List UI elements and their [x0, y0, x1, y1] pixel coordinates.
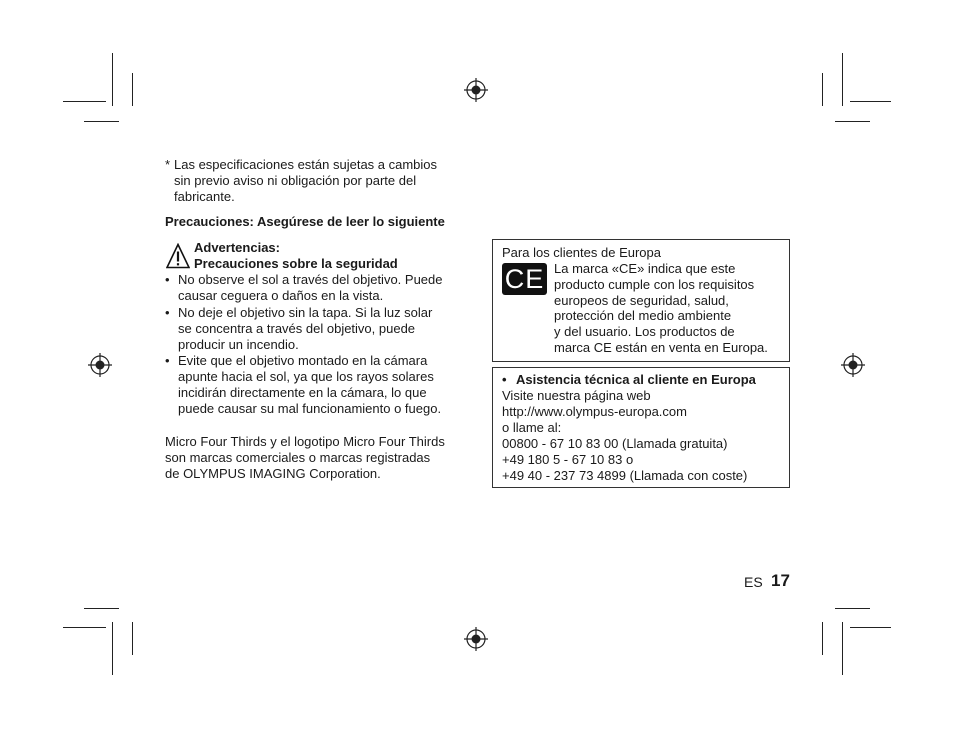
support-phone: +49 40 - 237 73 4899 (Llamada con coste)	[502, 468, 748, 483]
europe-box-line: europeos de seguridad, salud,	[554, 293, 729, 308]
language-code: ES	[744, 574, 763, 590]
crop-mark	[822, 622, 823, 655]
europe-box-line: La marca «CE» indica que este	[554, 261, 736, 276]
europe-box-line: protección del medio ambiente	[554, 308, 732, 323]
crop-mark	[63, 101, 106, 102]
europe-box-line: producto cumple con los requisitos	[554, 277, 755, 292]
crop-mark	[84, 608, 119, 609]
warning-triangle-icon	[166, 243, 190, 269]
europe-info-box	[492, 239, 790, 362]
registration-mark-icon	[88, 353, 112, 377]
trademark-line: de OLYMPUS IMAGING Corporation.	[165, 466, 381, 481]
trademark-line: son marcas comerciales o marcas registradas	[165, 450, 431, 465]
warning-line: producir un incendio.	[178, 337, 299, 352]
support-line: o llame al:	[502, 420, 562, 435]
warning-line: No deje el objetivo sin la tapa. Si la luz solar	[178, 305, 433, 320]
warning-line: causar ceguera o daños en la vista.	[178, 288, 384, 303]
support-heading: Asistencia técnica al cliente en Europa	[516, 372, 756, 387]
crop-mark	[842, 622, 843, 675]
support-phone: 00800 - 67 10 83 00 (Llamada gratuita)	[502, 436, 728, 451]
crop-mark	[112, 53, 113, 106]
europe-box-title: Para los clientes de Europa	[502, 245, 661, 260]
support-url: http://www.olympus-europa.com	[502, 404, 687, 419]
trademark-line: Micro Four Thirds y el logotipo Micro Four Thirds	[165, 434, 445, 449]
crop-mark	[63, 627, 106, 628]
ce-mark-text: CE	[504, 264, 545, 294]
bullet: •	[165, 305, 170, 320]
bullet: •	[165, 353, 170, 368]
crop-mark	[822, 73, 823, 106]
registration-mark-icon	[841, 353, 865, 377]
warnings-title: Advertencias:	[194, 240, 280, 255]
footnote-line: Las especificaciones están sujetas a cambios	[174, 157, 438, 172]
warning-line: se concentra a través del objetivo, puede	[178, 321, 416, 336]
footnote-line: fabricante.	[174, 189, 235, 204]
support-bullet: •	[502, 372, 507, 387]
page-number: 17	[771, 571, 790, 590]
warning-line: No observe el sol a través del objetivo. Puede	[178, 272, 443, 287]
crop-mark	[132, 73, 133, 106]
europe-box-line: y del usuario. Los productos de	[554, 324, 735, 339]
warning-line: Evite que el objetivo montado en la cámara	[178, 353, 428, 368]
ce-mark-icon	[502, 263, 547, 295]
europe-box-line: marca CE están en venta en Europa.	[554, 340, 768, 355]
registration-mark-icon	[464, 78, 488, 102]
crop-mark	[112, 622, 113, 675]
crop-mark	[842, 53, 843, 106]
registration-mark-icon	[464, 627, 488, 651]
warning-line: incidirán directamente en la cámara, lo que	[178, 385, 427, 400]
crop-mark	[835, 121, 870, 122]
warnings-subtitle: Precauciones sobre la seguridad	[194, 256, 398, 271]
footnote-line: sin previo aviso ni obligación por parte del	[174, 173, 417, 188]
support-info-box	[492, 367, 790, 488]
crop-mark	[850, 627, 891, 628]
crop-mark	[84, 121, 119, 122]
precautions-heading: Precauciones: Asegúrese de leer lo siguiente	[165, 214, 445, 229]
footnote-mark: *	[165, 157, 171, 172]
crop-mark	[132, 622, 133, 655]
support-line: Visite nuestra página web	[502, 388, 651, 403]
crop-mark	[850, 101, 891, 102]
warning-line: apunte hacia el sol, ya que los rayos solares	[178, 369, 434, 384]
bullet: •	[165, 272, 170, 287]
warning-line: puede causar su mal funcionamiento o fuego.	[178, 401, 442, 416]
crop-mark	[835, 608, 870, 609]
support-phone: +49 180 5 - 67 10 83 o	[502, 452, 634, 467]
